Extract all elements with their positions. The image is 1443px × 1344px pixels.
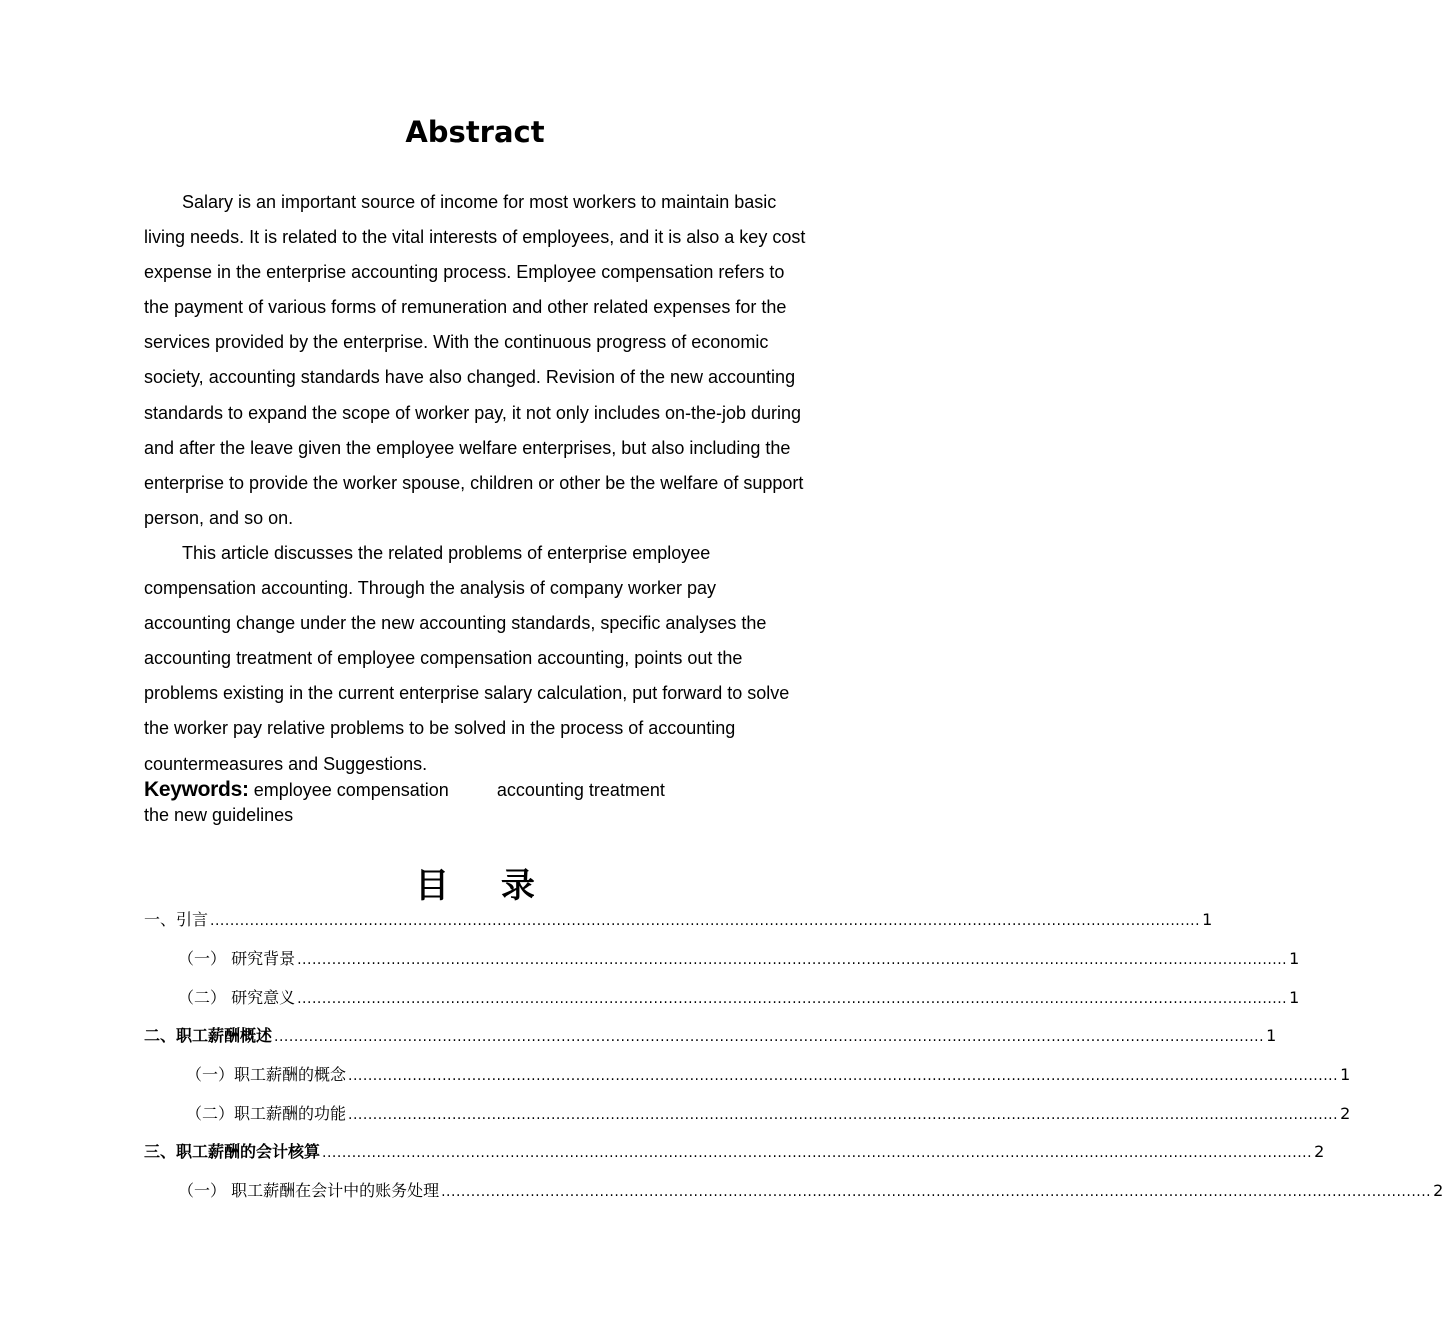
abstract-paragraph: Salary is an important source of income for most workers to maintain basic living needs. It is related to the vital interests of employees, and it is also a key cost expense in the enterprise accounting process. Employee compensation refers to the payment of various forms of remuneration and other related expenses for the services provided by the enterprise. With the continuous progress of economic society, accounting standards have also changed. Revision of the new accounting standards to expand the scope of worker pay, it not only includes on-the-job during and after the leave given the employee welfare enterprises, but also including the enterprise to provide the worker spouse, children or other be the welfare of support person, and so on. — [144, 192, 806, 528]
toc-entry[interactable] — [186, 1100, 1351, 1128]
toc-entry-page: 1 — [1202, 910, 1213, 929]
toc-entry[interactable] — [144, 1022, 1277, 1050]
toc-entry-page: 2 — [1314, 1142, 1325, 1161]
keywords-label: Keywords: — [144, 778, 249, 801]
toc-entry-label: 三、职工薪酬的会计核算 — [144, 1142, 321, 1161]
keyword: employee compensation — [253, 780, 449, 800]
toc-entry-label: （一） 职工薪酬在会计中的账务处理 — [178, 1181, 440, 1200]
toc-leader-dots: ........................................................................................................................................................................................................ — [441, 1184, 1432, 1200]
toc-leader-dots: ........................................................................................................................................................................................................ — [210, 913, 1201, 929]
toc-entry[interactable] — [178, 984, 1300, 1012]
toc-title: 目 录 — [415, 866, 555, 906]
toc-entry[interactable] — [178, 1177, 1443, 1205]
toc-entry-label: （一）职工薪酬的概念 — [186, 1065, 347, 1084]
toc-leader-dots: ........................................................................................................................................................................................................ — [274, 1029, 1265, 1045]
toc-leader-dots: ........................................................................................................................................................................................................ — [322, 1145, 1313, 1161]
toc-leader-dots: ........................................................................................................................................................................................................ — [297, 952, 1288, 968]
toc-entry[interactable] — [144, 1138, 1325, 1166]
toc-leader-dots: ........................................................................................................................................................................................................ — [348, 1107, 1339, 1123]
abstract-title: Abstract — [405, 115, 545, 149]
keyword: the new guidelines — [144, 805, 294, 825]
toc-entry-label: 一、引言 — [144, 910, 209, 929]
toc-entry-page: 2 — [1340, 1104, 1351, 1123]
toc-entry-page: 1 — [1340, 1065, 1351, 1084]
abstract-paragraph: This article discusses the related problems of enterprise employee compensation accounting. Through the analysis of company worker pay accounting change under the new accounting standards, specific analyses the accounting treatment of employee compensation accounting, points out the problems existing in the current enterprise salary calculation, put forward to solve the worker pay relative problems to be solved in the process of accounting countermeasures and Suggestions. — [144, 543, 790, 774]
toc-entry-page: 2 — [1433, 1181, 1443, 1200]
toc-entry-page: 1 — [1289, 949, 1300, 968]
toc-leader-dots: ........................................................................................................................................................................................................ — [297, 991, 1288, 1007]
toc-leader-dots: ........................................................................................................................................................................................................ — [348, 1068, 1339, 1084]
toc-entry-page: 1 — [1266, 1026, 1277, 1045]
keywords-block — [144, 777, 808, 825]
toc-entry-page: 1 — [1289, 988, 1300, 1007]
toc-entry[interactable] — [186, 1061, 1351, 1089]
toc-entry-label: （二） 研究意义 — [178, 988, 296, 1007]
toc-entry-label: （二）职工薪酬的功能 — [186, 1104, 347, 1123]
toc-entry-label: （一） 研究背景 — [178, 949, 296, 968]
toc-entry-label: 二、职工薪酬概述 — [144, 1026, 273, 1045]
keyword: accounting treatment — [496, 780, 665, 800]
toc-entry[interactable] — [178, 945, 1300, 973]
toc-entry[interactable] — [144, 906, 1213, 934]
